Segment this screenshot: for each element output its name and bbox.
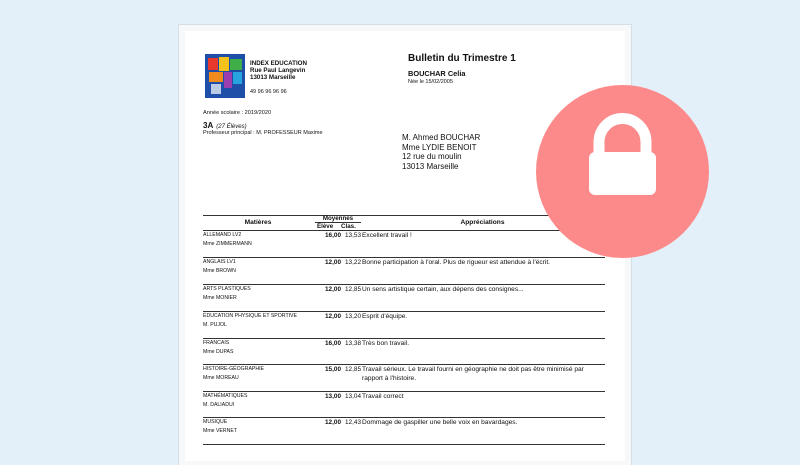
subject-name: ANGLAIS LV1: [203, 259, 236, 265]
address-line: M. Ahmed BOUCHAR: [402, 133, 481, 142]
table-row: [203, 391, 605, 419]
teacher-name: M. DALIADUI: [203, 402, 235, 408]
school-name: INDEX EDUCATION: [250, 60, 307, 67]
class-count: (27 Élèves): [216, 124, 247, 130]
subject-name: MUSIQUE: [203, 419, 228, 425]
table-row: [203, 284, 605, 312]
table-row: [203, 257, 605, 285]
header-class: Clas.: [341, 223, 356, 230]
teacher-comment: Excellent travail !: [362, 232, 412, 239]
header-student: Élève: [317, 223, 334, 230]
class-average: 12,85: [345, 286, 361, 293]
subject-name: FRANCAIS: [203, 340, 230, 346]
class-name: 3A: [203, 121, 214, 130]
student-average: 15,00: [325, 366, 341, 373]
table-row: [203, 364, 605, 392]
student-average: 12,00: [325, 286, 341, 293]
student-average: 16,00: [325, 232, 341, 239]
subject-name: HISTOIRE-GÉOGRAPHIE: [203, 366, 265, 372]
header-comments: Appréciations: [460, 219, 505, 226]
subject-name: ÉDUCATION PHYSIQUE ET SPORTIVE: [203, 313, 297, 319]
subject-name: ALLEMAND LV2: [203, 232, 242, 238]
teacher-comment: Esprit d'équipe.: [362, 313, 408, 320]
table-row: [203, 338, 605, 366]
subject-name: ARTS PLASTIQUES: [203, 286, 251, 292]
class-average: 13,04: [345, 393, 361, 400]
teacher-name: Mme ZIMMERMANN: [203, 241, 252, 247]
address-block: [402, 133, 480, 171]
header-averages: Moyennes: [322, 215, 354, 222]
teacher-name: Mme BROWN: [203, 268, 236, 274]
school-street: Rue Paul Langevin: [250, 67, 306, 74]
student-average: 12,00: [325, 419, 341, 426]
class-average: 13,22: [345, 259, 361, 266]
class-average: 13,53: [345, 232, 361, 239]
teacher-comment: Un sens artistique certain, aux dépens des consignes...: [362, 286, 524, 293]
lock-overlay: [536, 85, 709, 258]
subject-name: MATHÉMATIQUES: [203, 393, 248, 399]
lock-icon: [536, 85, 709, 258]
principal-teacher: Professeur principal : M. PROFESSEUR Maxime: [203, 130, 323, 136]
teacher-comment: Travail correct: [362, 393, 404, 400]
table-row: [203, 311, 605, 339]
class-average: 12,85: [345, 366, 361, 373]
teacher-name: Mme DUPAS: [203, 349, 234, 355]
address-line: Mme LYDIE BENOIT: [402, 142, 477, 152]
header-subject: Matières: [244, 219, 272, 226]
class-average: 12,43: [345, 419, 361, 426]
teacher-comment: Bonne participation à l'oral. Plus de rigueur est attendue à l'écrit.: [362, 259, 550, 266]
address-line: 13013 Marseille: [402, 161, 459, 171]
student-average: 12,00: [325, 259, 341, 266]
row-divider: [203, 444, 605, 445]
teacher-name: Mme MONIER: [203, 295, 237, 301]
report-title: Bulletin du Trimestre 1: [408, 53, 516, 64]
student-average: 13,00: [325, 393, 341, 400]
student-average: 12,00: [325, 313, 341, 320]
birth-date: Née le 15/02/2005: [408, 79, 453, 85]
teacher-name: Mme VERNET: [203, 428, 238, 434]
school-phone: 49 96 96 96 96: [250, 89, 287, 95]
class-average: 13,38: [345, 340, 361, 347]
teacher-comment: Dommage de gaspiller une belle voix en bavardages.: [362, 419, 518, 426]
teacher-name: Mme MOREAU: [203, 375, 239, 381]
class-average: 13,20: [345, 313, 361, 320]
class-info: [203, 121, 247, 130]
school-info: [250, 60, 307, 81]
school-city: 13013 Marseille: [250, 74, 296, 81]
school-year: Année scolaire : 2019/2020: [203, 110, 272, 116]
student-name: BOUCHAR Celia: [408, 69, 466, 78]
teacher-comment: Travail sérieux. Le travail fourni en géographie ne doit pas être minimisé par rapport à l'histoire.: [362, 366, 584, 382]
teacher-comment: Très bon travail.: [362, 340, 410, 347]
table-row: [203, 417, 605, 445]
student-average: 16,00: [325, 340, 341, 347]
teacher-name: M. PUJOL: [203, 322, 227, 328]
address-line: 12 rue du moulin: [402, 152, 462, 161]
school-logo: [205, 54, 245, 98]
